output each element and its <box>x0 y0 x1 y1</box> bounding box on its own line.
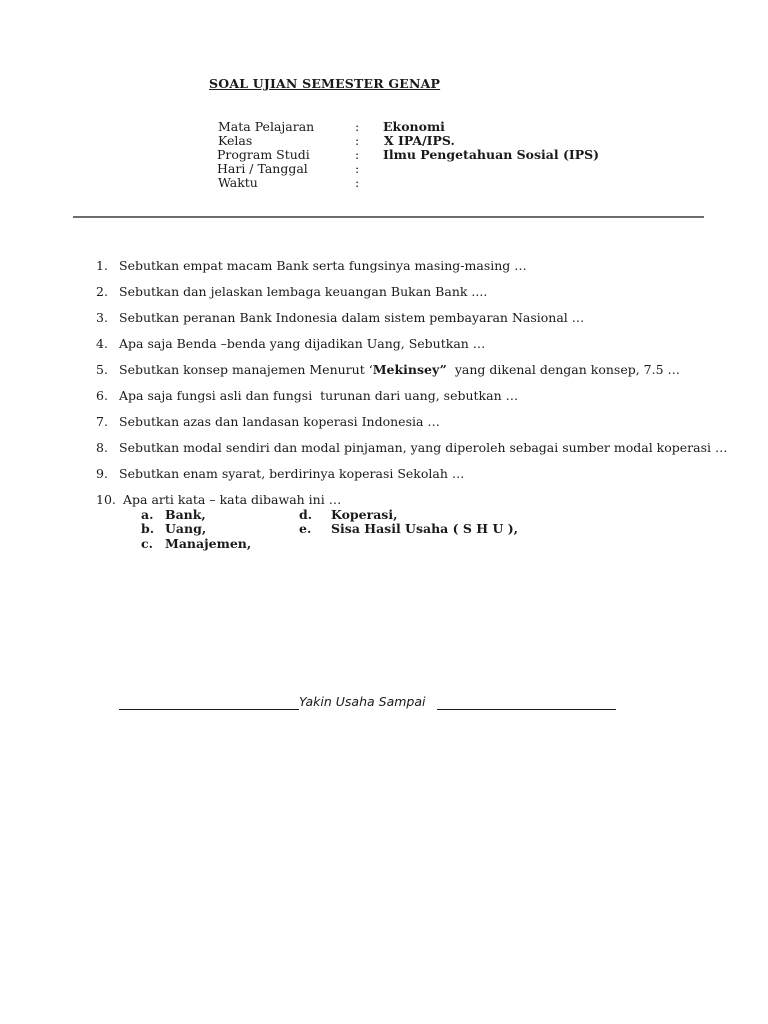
option-letter: d. <box>299 507 313 522</box>
question-text: Apa saja fungsi asli dan fungsi turunan dari uang, sebutkan … <box>119 388 519 403</box>
question-number: 7. <box>96 414 108 429</box>
question-number: 10. <box>96 492 116 507</box>
question-text: Sebutkan empat macam Bank serta fungsinya masing-masing … <box>119 258 527 273</box>
info-label: Program Studi <box>217 147 310 162</box>
question-text: Sebutkan azas dan landasan koperasi Indonesia … <box>119 414 440 429</box>
info-label: Kelas <box>218 133 253 148</box>
header-divider <box>73 216 704 218</box>
question-text: Sebutkan dan jelaskan lembaga keuangan Bukan Bank .... <box>119 284 488 299</box>
info-colon: : <box>355 119 360 134</box>
question-text <box>119 362 680 377</box>
footer-motto <box>119 694 616 710</box>
footer-underline-right <box>437 709 616 710</box>
info-label: Waktu <box>218 175 258 190</box>
info-colon: : <box>355 161 360 176</box>
option-text: Manajemen, <box>165 536 252 551</box>
question-text-part: yang dikenal dengan konsep, 7.5 … <box>446 362 681 377</box>
question-number: 5. <box>96 362 108 377</box>
option-text: Sisa Hasil Usaha ( S H U ), <box>331 521 518 536</box>
info-colon: : <box>355 133 360 148</box>
option-letter: a. <box>141 507 154 522</box>
footer-text: Yakin Usaha Sampai <box>299 694 426 709</box>
info-value: Ekonomi <box>383 119 445 134</box>
question-text: Apa saja Benda –benda yang dijadikan Uang, Sebutkan … <box>119 336 486 351</box>
option-letter: b. <box>141 521 155 536</box>
question-text: Sebutkan modal sendiri dan modal pinjaman, yang diperoleh sebagai sumber modal koperasi … <box>119 440 728 455</box>
question-text-emphasis: Mekinsey” <box>372 362 447 377</box>
question-number: 6. <box>96 388 108 403</box>
exam-title: SOAL UJIAN SEMESTER GENAP <box>209 76 441 91</box>
info-colon: : <box>355 147 360 162</box>
info-value: X IPA/IPS. <box>384 133 455 148</box>
info-value: Ilmu Pengetahuan Sosial (IPS) <box>383 147 600 162</box>
question-text: Apa arti kata – kata dibawah ini … <box>123 492 342 507</box>
question-text-part: Sebutkan konsep manajemen Menurut ‘ <box>119 362 373 377</box>
question-text: Sebutkan enam syarat, berdirinya koperasi Sekolah … <box>119 466 465 481</box>
option-text: Bank, <box>165 507 206 522</box>
option-letter: c. <box>141 536 153 551</box>
question-number: 3. <box>96 310 108 325</box>
question-number: 8. <box>96 440 108 455</box>
question-number: 2. <box>96 284 108 299</box>
option-text: Koperasi, <box>331 507 398 522</box>
info-colon: : <box>355 175 360 190</box>
question-number: 9. <box>96 466 108 481</box>
question-text: Sebutkan peranan Bank Indonesia dalam sistem pembayaran Nasional … <box>119 310 585 325</box>
option-text: Uang, <box>165 521 207 536</box>
footer-underline-left <box>119 709 299 710</box>
info-label: Mata Pelajaran <box>218 119 315 134</box>
info-label: Hari / Tanggal <box>217 161 308 176</box>
option-letter: e. <box>299 521 312 536</box>
question-number: 4. <box>96 336 108 351</box>
question-number: 1. <box>96 258 108 273</box>
